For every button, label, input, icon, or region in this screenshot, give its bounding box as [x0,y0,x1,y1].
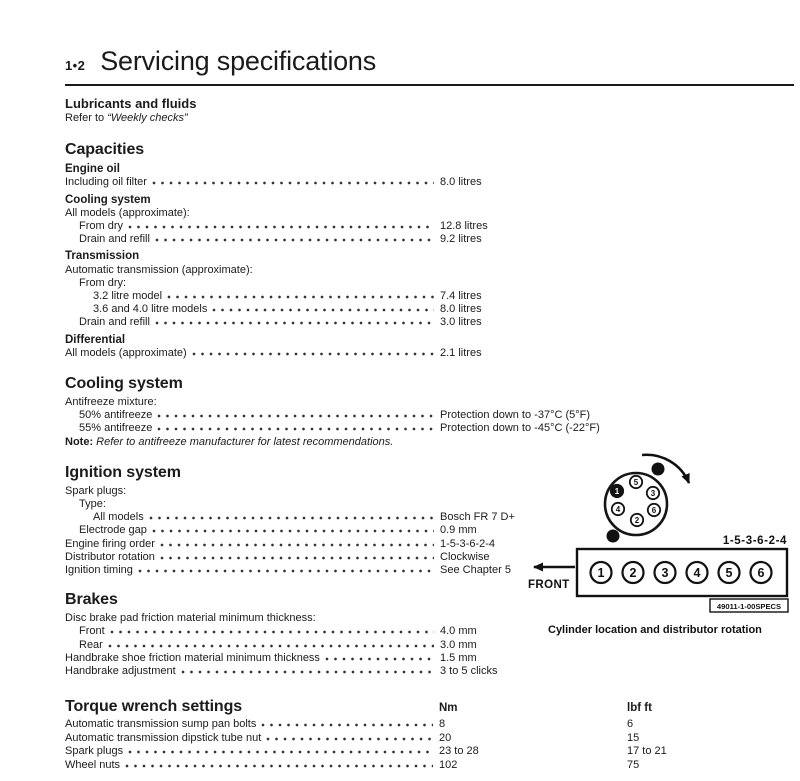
dot-leader [261,723,433,727]
dot-leader [138,569,434,573]
spec-line [65,652,725,665]
torque-column-nm: Nm [439,702,458,715]
ignition-heading: Ignition system [65,463,181,481]
torque-lbfft-value: 15 [627,731,640,744]
spec-label: Spark plugs: [65,484,127,497]
dot-leader [266,737,433,741]
dot-leader [152,181,434,185]
dot-leader [108,644,434,648]
spec-label: Engine oil [65,163,120,176]
lubricants-refer-line [65,112,725,125]
dot-leader [128,225,434,229]
distributor-mount-dot-bottom [607,530,620,543]
spec-label: Drain and refill [79,233,150,246]
front-arrow-icon [528,567,575,591]
svg-text:3: 3 [661,566,669,580]
spec-line [65,250,725,263]
cooling-heading: Cooling system [65,375,183,393]
spec-label: Drain and refill [79,316,150,329]
spec-label: Type: [79,498,106,511]
svg-text:1: 1 [614,486,620,496]
section-torque-settings [65,698,725,772]
spec-line [65,290,725,303]
spec-label: All models [93,511,144,524]
spec-label: Handbrake shoe friction material minimum thickness [65,651,320,664]
terminal-6 [648,504,660,516]
figure-svg [518,450,800,650]
spec-value: 9.2 litres [440,233,482,246]
distributor-cap-diagram [605,455,689,543]
spec-line [65,409,725,422]
distributor-mount-dot-top [652,463,665,476]
svg-text:2: 2 [634,515,640,525]
cylinder-6 [751,562,772,583]
cooling-note [65,436,725,449]
dot-leader [155,321,434,325]
spec-line [65,194,725,207]
torque-heading: Torque wrench settings [65,698,243,716]
spec-line [65,277,725,290]
spec-label: Ignition timing [65,564,133,577]
spec-line [65,334,725,347]
brakes-heading: Brakes [65,591,118,609]
dot-leader [157,427,434,431]
spec-label: Including oil filter [65,176,147,189]
torque-nm-value: 20 [439,731,452,744]
dot-leader [155,238,434,242]
spec-value: Bosch FR 7 D+ [440,511,515,524]
figure-caption: Cylinder location and distributor rotation [548,624,762,636]
torque-row [65,732,725,746]
dot-leader [149,516,434,520]
torque-row [65,759,725,773]
capacities-lines [65,163,725,360]
dot-leader [125,764,433,768]
refer-reference: “Weekly checks” [107,112,188,124]
dot-leader [110,630,434,634]
spec-label: Front [79,625,105,638]
spec-value: 4.0 mm [440,625,477,638]
torque-lbfft-value: 17 to 21 [627,745,667,758]
svg-text:4: 4 [615,504,621,514]
page-number: 1•2 [65,58,86,73]
spec-value: 8.0 litres [440,176,482,189]
spec-value: 0.9 mm [440,524,477,537]
spec-line [65,396,725,409]
cylinder-box-diagram [577,549,788,612]
cylinder-1 [591,562,612,583]
torque-label: Automatic transmission sump pan bolts [65,718,257,731]
torque-nm-value: 8 [439,718,446,731]
terminal-3 [647,487,659,499]
spec-label: Cooling system [65,193,151,206]
spec-value: Protection down to -37°C (5°F) [440,409,591,422]
dot-leader [181,670,434,674]
torque-header-row [65,698,725,716]
section-lubricants [65,96,725,125]
spec-value: 3 to 5 clicks [440,665,498,678]
spec-line [65,665,725,678]
spec-line [65,303,725,316]
spec-label: Antifreeze mixture: [65,396,157,409]
torque-label: Automatic transmission dipstick tube nut [65,731,262,744]
spec-label: Differential [65,333,126,346]
page-title: Servicing specifications [100,46,377,76]
dot-leader [212,308,434,312]
torque-label: Wheel nuts [65,759,121,772]
spec-value: 3.0 litres [440,316,482,329]
spec-value: 1-5-3-6-2-4 [440,537,496,550]
spec-line [65,264,725,277]
dot-leader [160,556,434,560]
spec-label: 3.6 and 4.0 litre models [93,303,208,316]
torque-label: Spark plugs [65,745,124,758]
dot-leader [160,543,434,547]
svg-text:6: 6 [757,566,765,580]
spec-label: Transmission [65,250,140,263]
spec-value: 12.8 litres [440,220,488,233]
torque-row [65,745,725,759]
dot-leader [192,352,434,356]
spec-value: 3.0 mm [440,638,477,651]
svg-text:1: 1 [597,566,605,580]
spec-line [65,347,725,360]
cylinder-2 [623,562,644,583]
terminal-4 [612,503,624,515]
spec-value: 8.0 litres [440,303,482,316]
svg-text:2: 2 [629,566,637,580]
note-label: Note: [65,435,94,448]
svg-text:5: 5 [633,477,639,487]
dot-leader [325,657,434,661]
torque-lbfft-value: 6 [627,718,634,731]
spec-value: 1.5 mm [440,651,477,664]
capacities-heading: Capacities [65,141,145,159]
torque-column-lbfft: lbf ft [627,702,652,715]
cylinder-5 [719,562,740,583]
torque-nm-value: 102 [439,759,458,772]
spec-line [65,207,725,220]
figure-code: 49011-1-00SPECS [716,601,782,611]
spec-line [65,422,725,435]
dot-leader [167,295,434,299]
firing-order-label: 1-5-3-6-2-4 [722,535,787,547]
cylinder-location-figure [518,450,800,650]
spec-line [65,233,725,246]
section-capacities [65,141,725,360]
spec-label: Electrode gap [79,524,147,537]
spec-label: From dry: [79,276,127,289]
section-cooling-system [65,375,725,449]
spec-label: All models (approximate) [65,346,187,359]
spec-value: See Chapter 5 [440,564,511,577]
spec-label: All models (approximate): [65,206,190,219]
lubricants-heading: Lubricants and fluids [65,96,197,111]
torque-lbfft-value: 75 [627,759,640,772]
refer-prefix: Refer to [65,112,108,124]
spec-label: 3.2 litre model [93,290,163,303]
cooling-lines [65,396,725,436]
spec-value: Clockwise [440,550,490,563]
spec-value: Protection down to -45°C (-22°F) [440,422,600,435]
spec-label: 50% antifreeze [79,409,153,422]
spec-value: 2.1 litres [440,346,482,359]
spec-label: Rear [79,638,103,651]
terminal-1-highlighted [611,485,623,497]
torque-rows [65,718,725,772]
terminal-5 [630,476,642,488]
svg-text:4: 4 [693,566,701,580]
spec-label: Disc brake pad friction material minimum thickness: [65,612,316,625]
spec-label: Engine firing order [65,537,155,550]
spec-label: 55% antifreeze [79,422,153,435]
note-text: Refer to antifreeze manufacturer for latest recommendations. [96,435,394,448]
torque-row [65,718,725,732]
page-header [65,46,794,86]
spec-line [65,163,725,176]
cylinder-4 [687,562,708,583]
torque-nm-value: 23 to 28 [439,745,479,758]
dot-leader [157,414,434,418]
spec-line [65,220,725,233]
spec-label: Handbrake adjustment [65,665,176,678]
spec-label: From dry [79,220,123,233]
spec-value: 7.4 litres [440,290,482,303]
cylinder-3 [655,562,676,583]
svg-text:6: 6 [651,505,657,515]
terminal-2 [631,514,643,526]
front-label: FRONT [528,579,570,591]
dot-leader [152,529,434,533]
spec-label: Automatic transmission (approximate): [65,263,253,276]
spec-line [65,316,725,329]
svg-text:3: 3 [650,488,656,498]
spec-label: Distributor rotation [65,550,155,563]
dot-leader [128,750,433,754]
svg-text:5: 5 [725,566,733,580]
spec-line [65,176,725,189]
